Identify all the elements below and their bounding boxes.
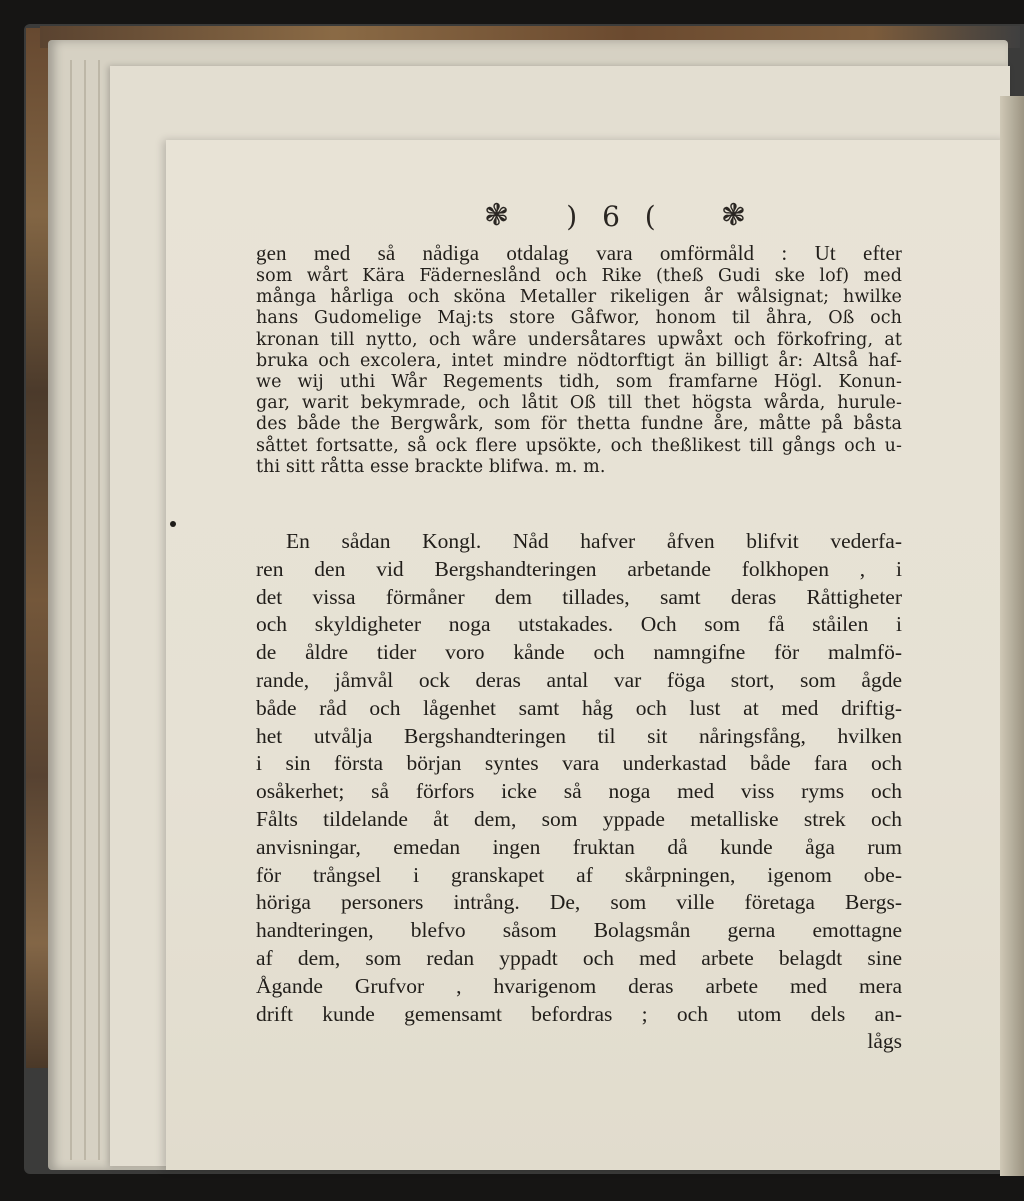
text-line: och skyldigheter noga utstakades. Och som få ståilen i (256, 612, 902, 637)
roman-paragraph (256, 528, 902, 1056)
text-line: des både the Bergwårk, som för thetta fundne åre, måtte på båsta (256, 414, 902, 435)
text-line: anvisningar, emedan ingen fruktan då kunde åga rum (256, 834, 902, 859)
text-line: rande, jåmvål ock deras antal var föga stort, som ågde (256, 667, 902, 692)
text-line: hans Gudomelige Maj:ts store Gåfwor, honom til åhra, Oß och (256, 308, 902, 329)
ink-dot (170, 521, 176, 527)
text-line: de åldre tider voro kånde och namngifne för malmfö- (256, 640, 902, 665)
flower-ornament-icon: ❃ (720, 198, 746, 233)
text-line: handteringen, blefvo såsom Bolagsmån gerna emottagne (256, 918, 902, 943)
text-line: Fålts tildelande åt dem, som yppade metalliske strek och (256, 806, 902, 831)
catchword: lågs (867, 1029, 902, 1054)
text-line: såttet fortsatte, så ock flere upsökte, och theßlikest till gångs och u- (256, 435, 902, 456)
leaf-edge (98, 60, 100, 1160)
text-line: många hårliga och sköna Metaller rikeligen år wålsignat; hwilke (256, 287, 902, 308)
text-line: Ågande Grufvor , hvarigenom deras arbete med mera (256, 973, 902, 998)
text-line: som wårt Kära Fäderneslånd och Rike (theß Gudi ske lof) med (256, 266, 902, 286)
text-line: i sin första början syntes vara underkastad både fara och (256, 751, 902, 776)
text-line: gar, warit bekymrade, och låtit Oß till thet högsta wårda, hurule- (256, 393, 902, 414)
fraktur-paragraph (256, 240, 902, 478)
text-line: bruka och excolera, intet mindre nödtorftigt än billigt år: Altså haf- (256, 350, 902, 371)
leaf-edge (70, 60, 72, 1160)
text-line: we wij uthi Wår Regements tidh, som framfarne Högl. Konun- (256, 372, 902, 393)
text-line: både råd och lågenhet samt håg och lust at med driftig- (256, 695, 902, 720)
page-right-edge (1000, 96, 1024, 1176)
leaf-edge (84, 60, 86, 1160)
text-line: osåkerhet; så förfors icke så noga med viss ryms och (256, 779, 902, 804)
text-line: höriga personers intrång. De, som ville företaga Bergs- (256, 890, 902, 915)
text-line: gen med så nådiga otdalag vara omförmåld : Ut efter (256, 241, 902, 265)
text-line: thi sitt råtta esse brackte blifwa. m. m. (256, 456, 606, 477)
text-line: het utvålja Bergshandteringen til sit nåringsfång, hvilken (256, 723, 902, 748)
text-line: En sådan Kongl. Nåd hafver åfven blifvit vederfa- (286, 529, 902, 553)
text-line: drift kunde gemensamt befordras ; och utom dels an- (256, 1001, 902, 1026)
text-line: kronan till nytto, och wåre undersåtares upwåxt och förkofring, at (256, 329, 902, 350)
page-header (484, 196, 746, 236)
page-number: ) 6 ( (566, 199, 664, 233)
flower-ornament-icon: ❃ (484, 198, 510, 233)
text-line: af dem, som redan yppadt och med arbete belagdt sine (256, 945, 902, 970)
text-line: för trångsel i granskapet af skårpningen, igenom obe- (256, 862, 902, 887)
text-line: det vissa förmåner dem tillades, samt deras Råttigheter (256, 584, 902, 609)
text-line: ren den vid Bergshandteringen arbetande folkhopen , i (256, 556, 902, 581)
